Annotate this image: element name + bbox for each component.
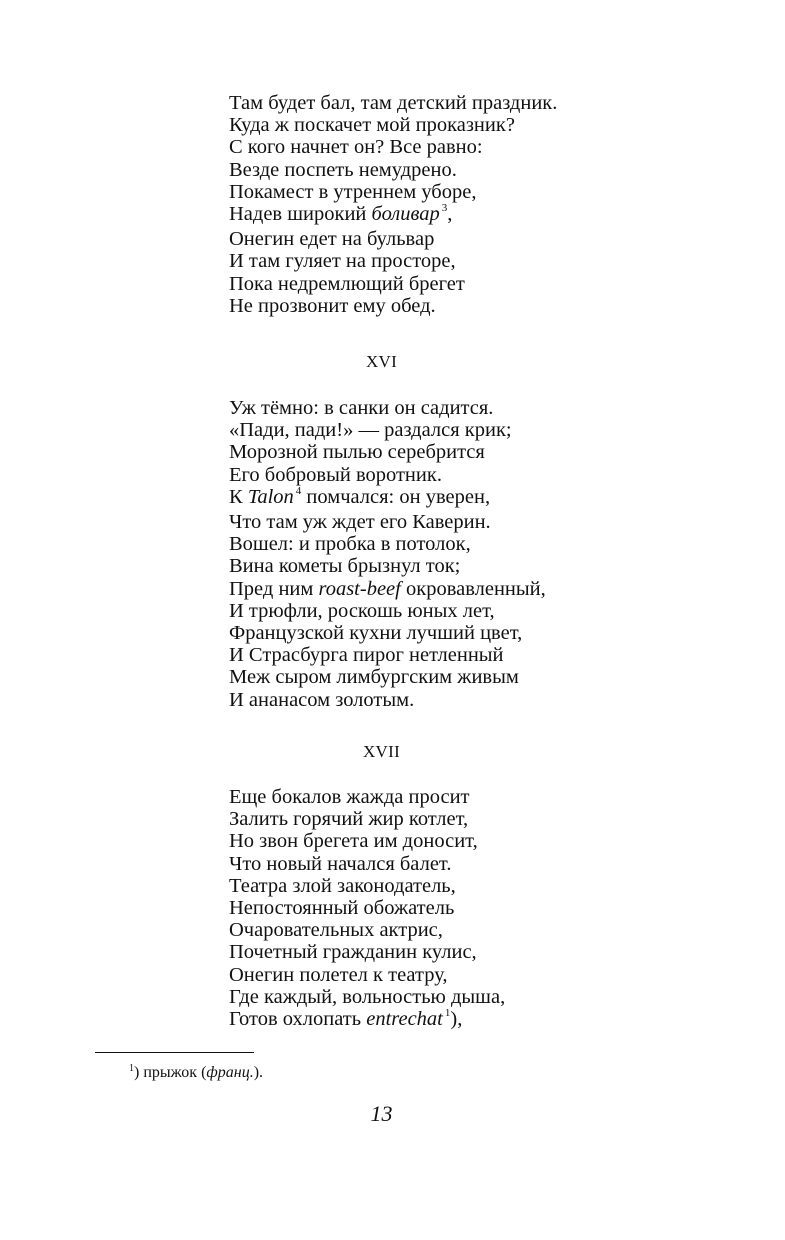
footnote-divider [95, 1052, 254, 1053]
stanza-1 [229, 92, 557, 317]
footnote-text: ) прыжок ( [134, 1064, 207, 1081]
verse-line: И Страсбурга пирог нетленный [229, 644, 504, 667]
verse-line: Онегин едет на бульвар [229, 228, 435, 251]
footnote-marker: 4 [295, 484, 302, 497]
verse-line [229, 578, 546, 600]
verse-line: И там гуляет на просторе, [229, 250, 456, 273]
verse-text: , [447, 203, 453, 226]
italic-word: франц. [206, 1064, 254, 1081]
stanza-xvii [229, 786, 505, 1033]
verse-text: К [229, 485, 248, 508]
footnote [129, 1063, 263, 1085]
stanza-heading: XVII [362, 742, 401, 761]
verse-line: Куда ж поскачет мой проказник? [229, 114, 515, 137]
verse-line: Что новый начался балет. [229, 852, 452, 875]
verse-line: Но звон брегета им доносит, [229, 830, 478, 853]
verse-line: «Пади, пади!» — раздался крик; [229, 419, 512, 442]
verse-text: Пред ним [229, 577, 319, 600]
stanza-xvi [229, 397, 546, 711]
verse-text: окровавленный, [400, 577, 546, 600]
verse-line [229, 486, 546, 511]
verse-line: Почетный гражданин кулис, [229, 941, 477, 964]
verse-line: Не прозвонит ему обед. [229, 294, 436, 317]
verse-line: Его бобровый воротник. [229, 463, 442, 486]
page-number: 13 [370, 1101, 393, 1126]
verse-line: Непостоянный обожатель [229, 897, 455, 920]
footnote-text: ). [253, 1064, 264, 1081]
stanza-heading: XVI [365, 352, 398, 371]
verse-line: Еще бокалов жажда просит [229, 786, 470, 808]
verse-line: Где каждый, вольностью дыша, [229, 985, 506, 1008]
verse-line: С кого начнет он? Все равно: [229, 136, 483, 159]
verse-line: Там будет бал, там детский праздник. [229, 92, 558, 114]
verse-line: Морозной пылью серебрится [229, 441, 485, 464]
verse-line: И ананасом золотым. [229, 688, 415, 711]
verse-text: ), [450, 1008, 463, 1031]
verse-line [229, 1008, 505, 1033]
italic-word: roast-beef [318, 577, 401, 600]
italic-word: боливар [371, 203, 440, 226]
verse-line: Уж тёмно: в санки он садится. [229, 397, 494, 419]
italic-word: Talon [247, 485, 294, 508]
verse-line: Вошел: и пробка в потолок, [229, 533, 471, 556]
verse-line: Залить горячий жир котлет, [229, 808, 469, 831]
footnote-marker: 1 [444, 1007, 451, 1020]
verse-line [229, 203, 557, 228]
verse-line: Вина кометы брызнул ток; [229, 555, 461, 578]
verse-line: Покамест в утреннем уборе, [229, 180, 477, 203]
italic-word: entrechat [366, 1008, 443, 1031]
verse-text: Готов охлопать [229, 1008, 367, 1031]
verse-line: Меж сыром лимбургским живым [229, 666, 519, 689]
verse-line: Театра злой законодатель, [229, 874, 456, 897]
verse-line: Французской кухни лучший цвет, [229, 622, 523, 645]
footnote-marker: 1 [129, 1063, 134, 1074]
verse-line: Пока недремлющий брегет [229, 272, 465, 295]
verse-text: Надев широкий [229, 203, 372, 226]
verse-line: Что там уж ждет его Каверин. [229, 511, 491, 534]
verse-line: И трюфли, роскошь юных лет, [229, 599, 495, 622]
verse-line: Онегин полетел к театру, [229, 963, 448, 986]
verse-line: Очаровательных актрис, [229, 919, 443, 942]
footnote-marker: 3 [441, 202, 448, 215]
verse-text: помчался: он уверен, [301, 485, 491, 508]
verse-line: Везде поспеть немудрено. [229, 158, 457, 181]
